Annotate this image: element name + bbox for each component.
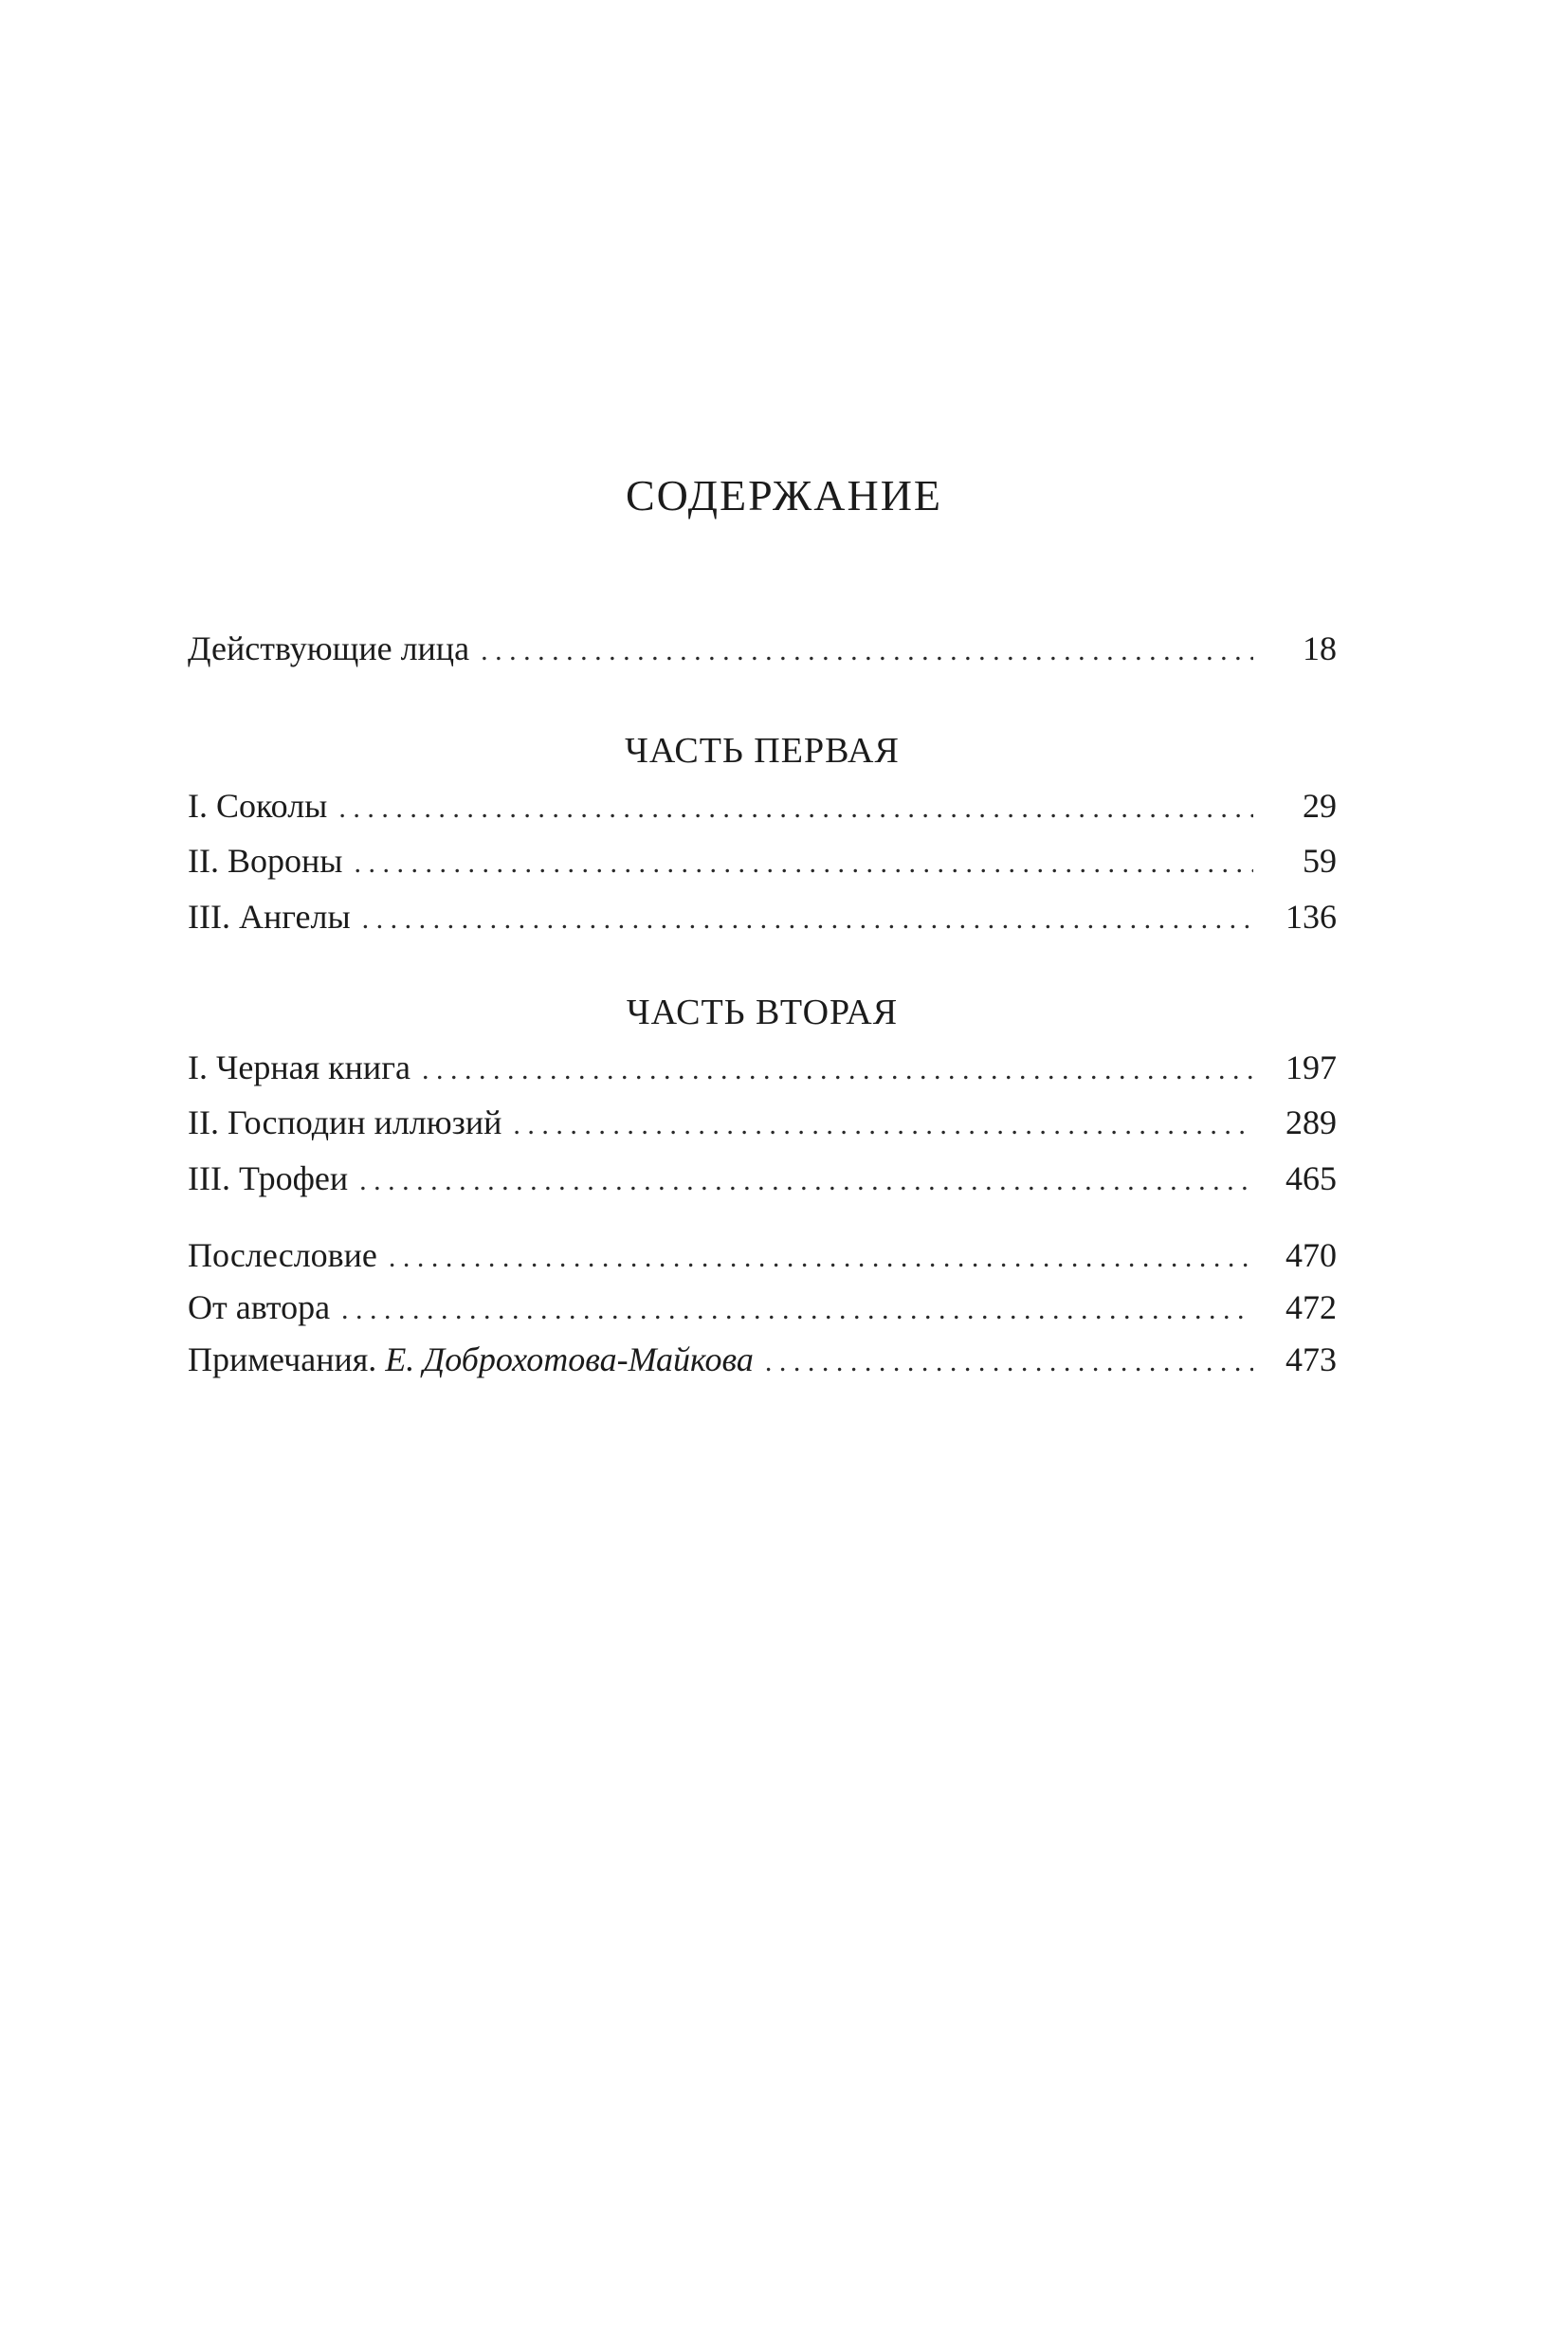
toc-entry-page: 289 (1285, 1103, 1337, 1141)
toc-entry-part1-ch3[interactable] (188, 894, 1337, 939)
toc-entry-page: 59 (1303, 842, 1337, 880)
dot-leader (338, 786, 1253, 831)
toc-entry-characters[interactable] (188, 626, 1337, 671)
dot-leader (765, 1340, 1253, 1385)
toc-entry-part2-ch1[interactable] (188, 1045, 1337, 1090)
toc-entry-label: От автора (188, 1288, 331, 1326)
part-heading-one: ЧАСТЬ ПЕРВАЯ (625, 731, 900, 771)
toc-entry-label: III. Трофеи (188, 1159, 349, 1197)
toc-entry-part1-ch1[interactable] (188, 783, 1337, 829)
toc-entry-label: I. Черная книга (188, 1048, 410, 1086)
toc-entry-label: Послесловие (188, 1236, 377, 1274)
dot-leader (513, 1103, 1253, 1148)
toc-entry-label: II. Господин иллюзий (188, 1103, 502, 1141)
dot-leader (341, 1287, 1253, 1333)
toc-entry-label (188, 1337, 765, 1382)
toc-entry-label: Действующие лица (188, 629, 470, 667)
dot-leader (354, 841, 1253, 886)
dot-leader (422, 1048, 1253, 1093)
part-heading-two: ЧАСТЬ ВТОРАЯ (626, 993, 899, 1032)
toc-entry-from-author[interactable] (188, 1285, 1337, 1330)
toc-entry-page: 472 (1285, 1288, 1337, 1326)
toc-entry-page: 470 (1285, 1236, 1337, 1274)
dot-leader (481, 629, 1253, 674)
toc-entry-part1-ch2[interactable] (188, 838, 1337, 884)
dot-leader (389, 1235, 1253, 1281)
notes-label: Примечания. (188, 1340, 377, 1378)
toc-entry-part2-ch2[interactable] (188, 1100, 1337, 1145)
toc-entry-label: I. Соколы (188, 787, 328, 825)
toc-entry-label: II. Вороны (188, 842, 343, 880)
toc-entry-afterword[interactable] (188, 1232, 1337, 1278)
dot-leader (362, 897, 1253, 942)
notes-author: Е. Доброхотова-Майкова (385, 1340, 754, 1378)
toc-entry-label: III. Ангелы (188, 898, 351, 936)
toc-entry-notes[interactable] (188, 1337, 1337, 1382)
page-title: СОДЕРЖАНИЕ (625, 471, 943, 519)
toc-entry-page: 136 (1285, 898, 1337, 936)
toc-entry-page: 197 (1285, 1048, 1337, 1086)
toc-entry-page: 473 (1285, 1340, 1337, 1378)
dot-leader (359, 1158, 1253, 1204)
toc-entry-page: 18 (1303, 629, 1337, 667)
toc-entry-page: 29 (1303, 787, 1337, 825)
toc-entry-page: 465 (1285, 1159, 1337, 1197)
toc-entry-part2-ch3[interactable] (188, 1156, 1337, 1201)
